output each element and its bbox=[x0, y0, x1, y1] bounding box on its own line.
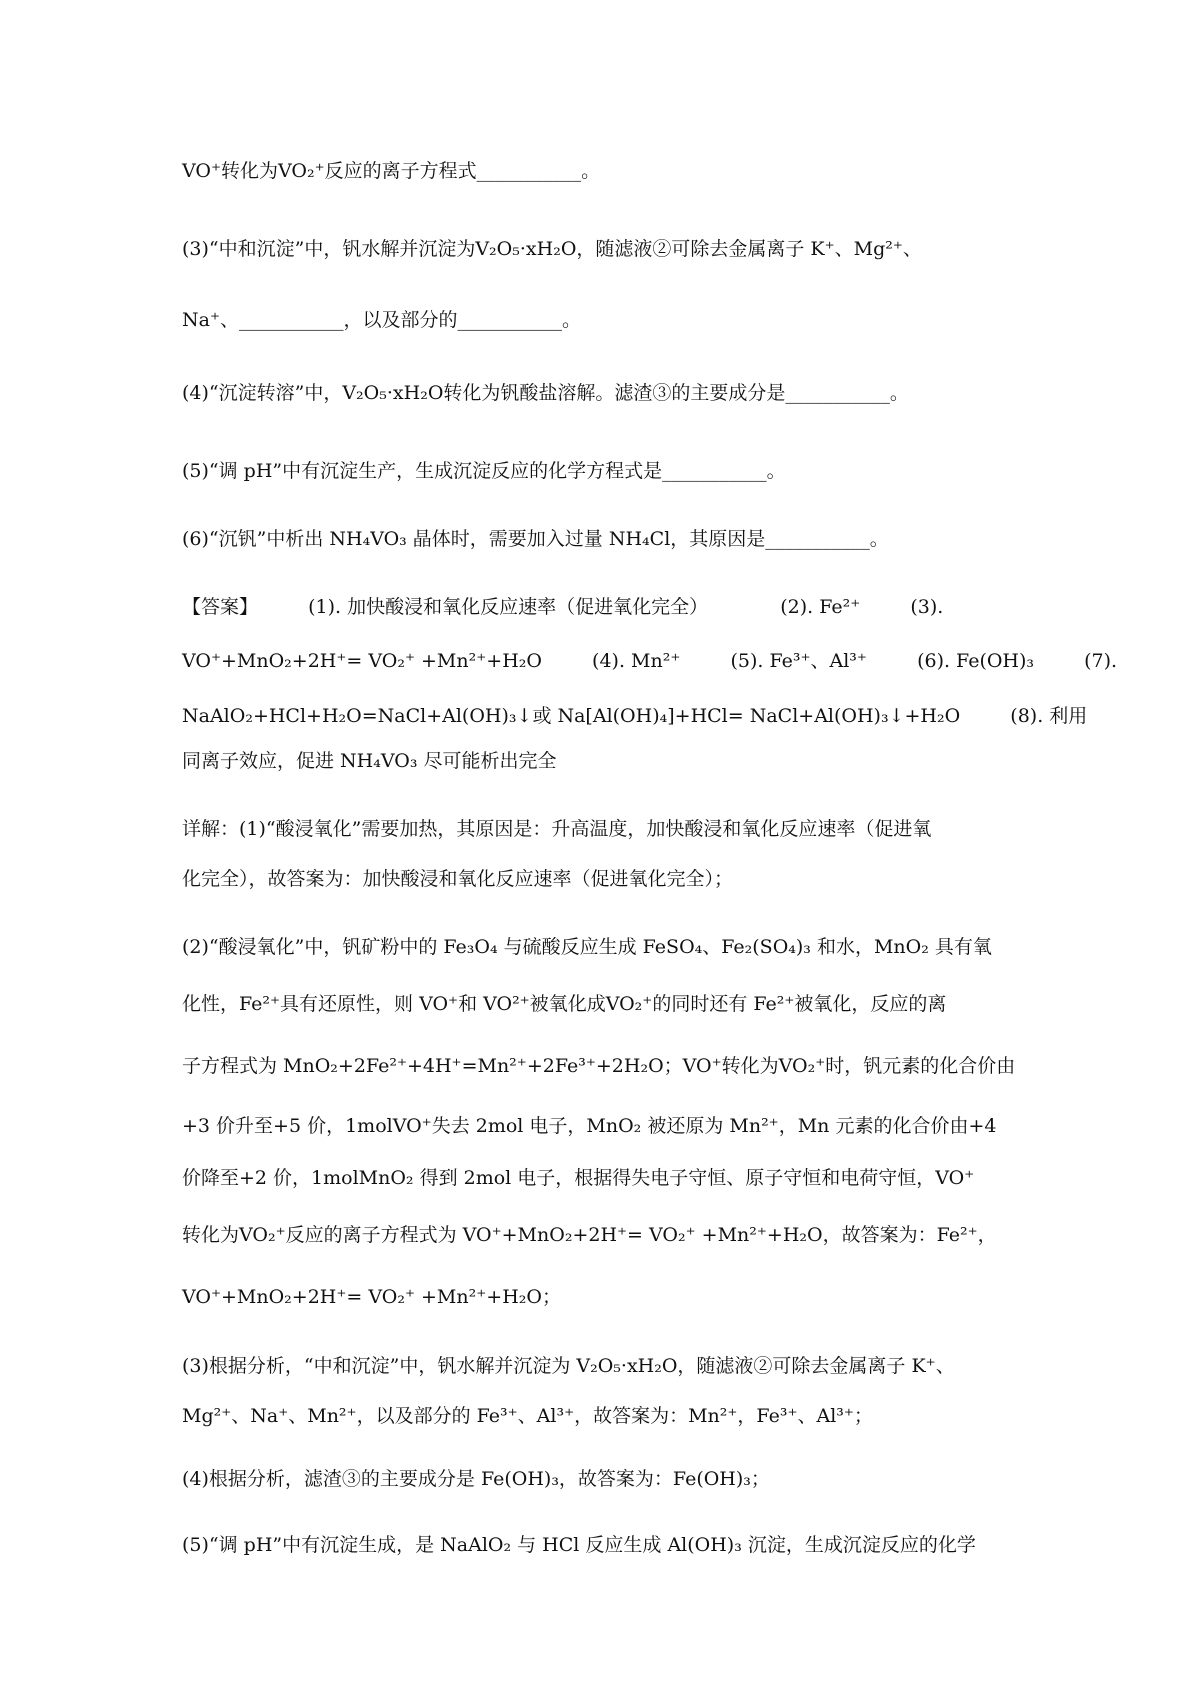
explanation-5-line-1: (5)“调 pH”中有沉淀生成，是 NaAlO₂ 与 HCl 反应生成 Al(OH)₃ 沉淀，生成沉淀反应的化学 bbox=[182, 1534, 976, 1556]
question-3-line-2: Na⁺、___________，以及部分的___________。 bbox=[182, 309, 581, 331]
explanation-2-line-2: 化性，Fe²⁺具有还原性，则 VO⁺和 VO²⁺被氧化成VO₂⁺的同时还有 Fe²⁺被氧化，反应的离 bbox=[182, 993, 947, 1015]
answer-line-3 bbox=[182, 703, 1088, 729]
answer-5: (5). Fe³⁺、Al³⁺ bbox=[730, 650, 867, 672]
explanation-2-line-3: 子方程式为 MnO₂+2Fe²⁺+4H⁺=Mn²⁺+2Fe³⁺+2H₂O；VO⁺转化为VO₂⁺时，钒元素的化合价由 bbox=[182, 1055, 1016, 1077]
answer-3: VO⁺+MnO₂+2H⁺= VO₂⁺ +Mn²⁺+H₂O bbox=[182, 650, 542, 672]
explanation-2-line-1: (2)“酸浸氧化”中，钒矿粉中的 Fe₃O₄ 与硫酸反应生成 FeSO₄、Fe₂(SO₄)₃ 和水，MnO₂ 具有氧 bbox=[182, 936, 992, 958]
answer-4: (4). Mn²⁺ bbox=[592, 650, 681, 672]
question-5: (5)“调 pH”中有沉淀生产，生成沉淀反应的化学方程式是___________。 bbox=[182, 460, 786, 482]
answer-6: (6). Fe(OH)₃ bbox=[917, 650, 1035, 672]
answer-label: 【答案】 bbox=[182, 596, 259, 618]
question-3-line-1: (3)“中和沉淀”中，钒水解并沉淀为V₂O₅·xH₂O，随滤液②可除去金属离子 K⁺、Mg²⁺、 bbox=[182, 238, 922, 260]
question-6: (6)“沉钒”中析出 NH₄VO₃ 晶体时，需要加入过量 NH₄Cl，其原因是___________。 bbox=[182, 528, 889, 550]
explanation-1-line-2: 化完全），故答案为：加快酸浸和氧化反应速率（促进氧化完全）； bbox=[182, 868, 734, 890]
answer-7-number: (7). bbox=[1084, 650, 1118, 672]
question-4: (4)“沉淀转溶”中，V₂O₅·xH₂O转化为钒酸盐溶解。滤渣③的主要成分是___________。 bbox=[182, 382, 909, 404]
answer-1: (1). 加快酸浸和氧化反应速率（促进氧化完全） bbox=[308, 596, 709, 618]
answer-8: (8). 利用 bbox=[1010, 705, 1088, 727]
answer-line-2 bbox=[182, 648, 1118, 674]
explanation-2-line-7: VO⁺+MnO₂+2H⁺= VO₂⁺ +Mn²⁺+H₂O； bbox=[182, 1286, 561, 1308]
answer-3-number: (3). bbox=[910, 596, 944, 618]
explanation-2-line-5: 价降至+2 价，1molMnO₂ 得到 2mol 电子，根据得失电子守恒、原子守恒和电荷守恒，VO⁺ bbox=[182, 1167, 975, 1189]
answer-7: NaAlO₂+HCl+H₂O=NaCl+Al(OH)₃↓或 Na[Al(OH)₄]+HCl= NaCl+Al(OH)₃↓+H₂O bbox=[182, 705, 961, 727]
explanation-4: (4)根据分析，滤渣③的主要成分是 Fe(OH)₃，故答案为：Fe(OH)₃； bbox=[182, 1468, 770, 1490]
answer-8-continued: 同离子效应，促进 NH₄VO₃ 尽可能析出完全 bbox=[182, 750, 557, 772]
answer-line-1 bbox=[182, 594, 1022, 620]
explanation-2-line-4: +3 价升至+5 价，1molVO⁺失去 2mol 电子，MnO₂ 被还原为 Mn²⁺，Mn 元素的化合价由+4 bbox=[182, 1115, 997, 1137]
explanation-3-line-2: Mg²⁺、Na⁺、Mn²⁺，以及部分的 Fe³⁺、Al³⁺，故答案为：Mn²⁺，Fe³⁺、Al³⁺； bbox=[182, 1405, 873, 1427]
explanation-2-line-6: 转化为VO₂⁺反应的离子方程式为 VO⁺+MnO₂+2H⁺= VO₂⁺ +Mn²⁺+H₂O，故答案为：Fe²⁺， bbox=[182, 1224, 997, 1246]
explanation-1-line-1: 详解：(1)“酸浸氧化”需要加热，其原因是：升高温度，加快酸浸和氧化反应速率（促进氧 bbox=[182, 818, 932, 840]
answer-2: (2). Fe²⁺ bbox=[780, 596, 861, 618]
question-2-tail: VO⁺转化为VO₂⁺反应的离子方程式___________。 bbox=[182, 160, 601, 182]
explanation-3-line-1: (3)根据分析，“中和沉淀”中，钒水解并沉淀为 V₂O₅·xH₂O，随滤液②可除去金属离子 K⁺、 bbox=[182, 1355, 955, 1377]
